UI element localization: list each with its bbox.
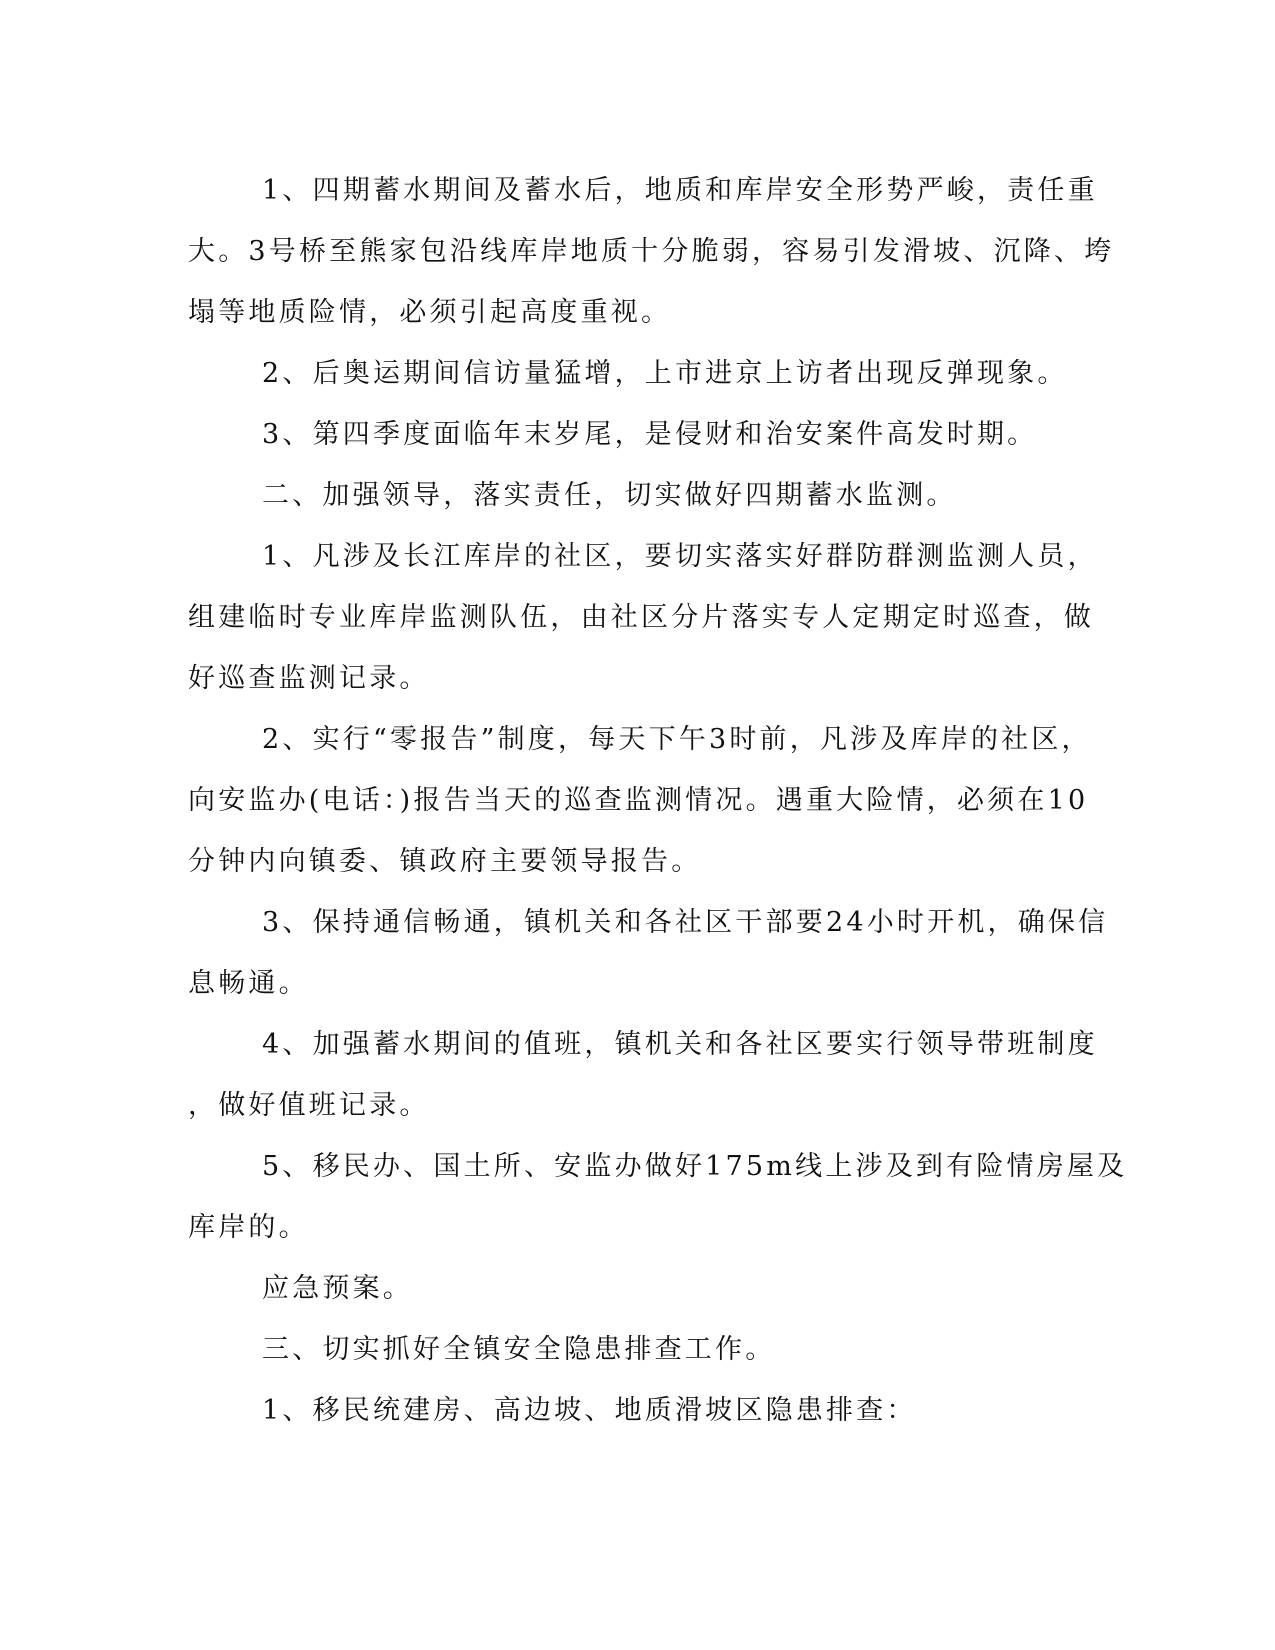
text-line: 1、移民统建房、高边坡、地质滑坡区隐患排查： bbox=[262, 1395, 917, 1426]
text-line: 分钟内向镇委、镇政府主要领导报告。 bbox=[188, 846, 702, 877]
text-line: 1、凡涉及长江库岸的社区，要切实落实好群防群测监测人员， bbox=[262, 541, 1098, 572]
text-line: 3、第四季度面临年末岁尾，是侵财和治安案件高发时期。 bbox=[262, 419, 1038, 450]
text-line: 2、后奥运期间信访量猛增，上市进京上访者出现反弹现象。 bbox=[262, 358, 1068, 389]
text-line: 2、实行“零报告”制度，每天下午3时前，凡涉及库岸的社区， bbox=[262, 724, 1092, 755]
text-line: 塌等地质险情，必须引起高度重视。 bbox=[188, 297, 672, 328]
text-line: 5、移民办、国土所、安监办做好175m线上涉及到有险情房屋及 bbox=[262, 1151, 1128, 1182]
text-line: 向安监办(电话：)报告当天的巡查监测情况。遇重大险情，必须在10 bbox=[188, 785, 1089, 816]
text-line: 应急预案。 bbox=[262, 1273, 413, 1304]
section-heading: 三、切实抓好全镇安全隐患排查工作。 bbox=[262, 1334, 776, 1365]
text-line: 好巡查监测记录。 bbox=[188, 663, 430, 694]
text-line: 4、加强蓄水期间的值班，镇机关和各社区要实行领导带班制度 bbox=[262, 1029, 1098, 1060]
text-line: 3、保持通信畅通，镇机关和各社区干部要24小时开机，确保信 bbox=[262, 907, 1109, 938]
text-line: 库岸的。 bbox=[188, 1212, 309, 1243]
text-line: 组建临时专业库岸监测队伍，由社区分片落实专人定期定时巡查，做 bbox=[188, 602, 1094, 633]
text-line: 息畅通。 bbox=[188, 968, 309, 999]
section-heading: 二、加强领导，落实责任，切实做好四期蓄水监测。 bbox=[262, 480, 957, 511]
text-line: ，做好值班记录。 bbox=[188, 1090, 430, 1121]
text-line: 1、四期蓄水期间及蓄水后，地质和库岸安全形势严峻，责任重 bbox=[262, 175, 1098, 206]
document-body bbox=[188, 160, 1128, 1441]
text-line: 大。3号桥至熊家包沿线库岸地质十分脆弱，容易引发滑坡、沉降、垮 bbox=[188, 236, 1115, 267]
